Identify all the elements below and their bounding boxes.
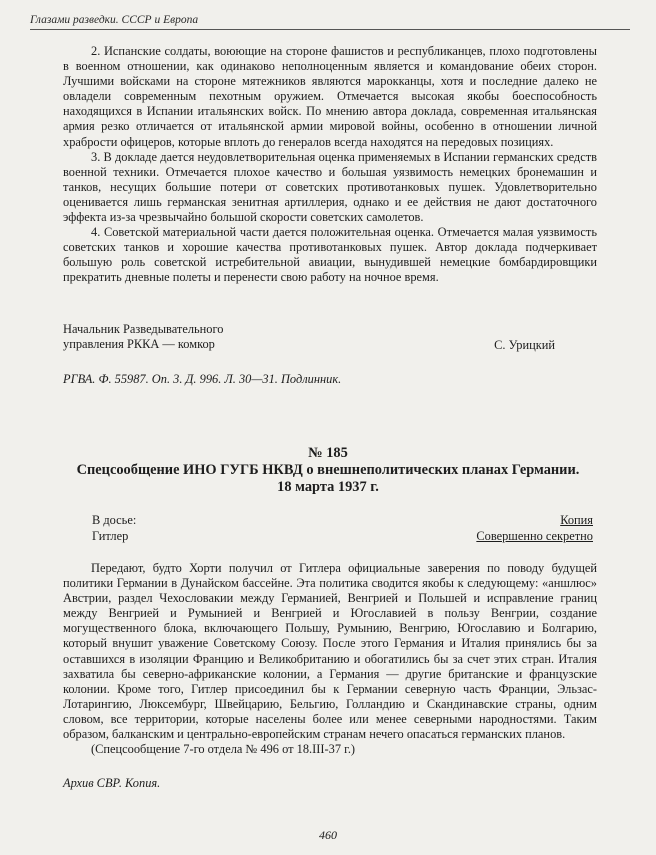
paragraph: 4. Советской материальной части дается положительная оценка. Отмечается малая уязвимость советских танков и хорошие качества противотанковых пушек. Автор доклада подчеркивает большую роль советской истребительной авиации, вынудившей немецкие бомбардировщики прекратить дневные полеты и перенести свою работу на ночное время. — [63, 225, 597, 285]
running-head: Глазами разведки. СССР и Европа — [30, 14, 630, 30]
document-body — [63, 561, 597, 757]
signature-title: Начальник Разведывательного — [63, 322, 224, 336]
dossier-label: В досье: — [92, 513, 137, 527]
document-title: Спецсообщение ИНО ГУГБ НКВД о внешнеполитических планах Германии. — [76, 462, 580, 478]
signature-title: управления РККА — комкор — [63, 337, 215, 352]
document-header — [40, 445, 616, 496]
dossier-value: Гитлер — [92, 528, 129, 543]
signature-block — [63, 322, 555, 353]
document-date: 18 марта 1937 г. — [277, 479, 379, 495]
secrecy-label: Совершенно секретно — [476, 528, 593, 543]
paragraph: Передают, будто Хорти получил от Гитлера официальные заверения по поводу будущей политики Германии в Дунайском бассейне. Эта политика сводится якобы к следующему: «аншлюс» Австрии, раздел Чехословакии между Германией, Венгрией и Польшей и исправление границ между Венгрией и Румынией и Венгрией и Югославией в пользу Венгрии, создание могущественного блока, включающего Польшу, Румынию, Венгрию, Югославию и Болгарию, который внушит уважение Советскому Союзу. После этого Германия и Италия принялись бы за оставшихся в изоляции Францию и Великобританию и обогатились бы за счет этих стран. Италия захватила бы северно-африканские колонии, а Германия — другие британские и французские колонии. Кроме того, Гитлер присоединил бы к Германии северную часть Франции, Эльзас-Лотарингию, Люксембург, Швейцарию, Бельгию, Голландию и Скандинавские страны, одним словом, все территории, которые населены более или менее северными народностями. Таким образом, балканским и центрально-европейским странам нечего опасаться германских планов. — [63, 561, 597, 742]
document-number: № 185 — [308, 445, 348, 461]
signature-name: С. Урицкий — [494, 337, 555, 352]
dossier-block — [92, 513, 136, 544]
archive-reference: РГВА. Ф. 55987. Оп. 3. Д. 996. Л. 30—31. Подлинник. — [63, 372, 342, 386]
paragraph: 3. В докладе дается неудовлетворительная оценка применяемых в Испании германских средств военной техники. Отмечается плохое качество и большая уязвимость немецких бронемашин и танков, несущих большие потери от советских противотанковых пушек. Удовлетворительно оценивается лишь германская зенитная артиллерия, однако и ее действия не дают достаточного эффекта из-за чрезвычайно большой скорости советских самолетов. — [63, 149, 597, 225]
paragraph: 2. Испанские солдаты, воюющие на стороне фашистов и республиканцев, плохо подготовлены в военном отношении, как одинаково неполноценным является и командование обеих сторон. Лучшими войсками на стороне мятежников являются марокканцы, хотя и последние далеко не овладели современным пехотным оружием. Отмечается высокая якобы боеспособность находящихся в Испании итальянских войск. По мнению автора доклада, современная итальянская армия резко отличается от итальянской армии мировой войны, особенно в отношении личной храбрости офицеров, которые вплоть до генералов всегда находятся на передовых позициях. — [63, 44, 597, 149]
copy-label: Копия — [560, 513, 593, 527]
source-note: (Спецсообщение 7-го отдела № 496 от 18.III-37 г.) — [91, 742, 356, 757]
page-number: 460 — [319, 828, 337, 842]
previous-document-text — [63, 44, 597, 286]
classification-block — [476, 513, 593, 544]
archive-reference: Архив СВР. Копия. — [63, 776, 161, 790]
